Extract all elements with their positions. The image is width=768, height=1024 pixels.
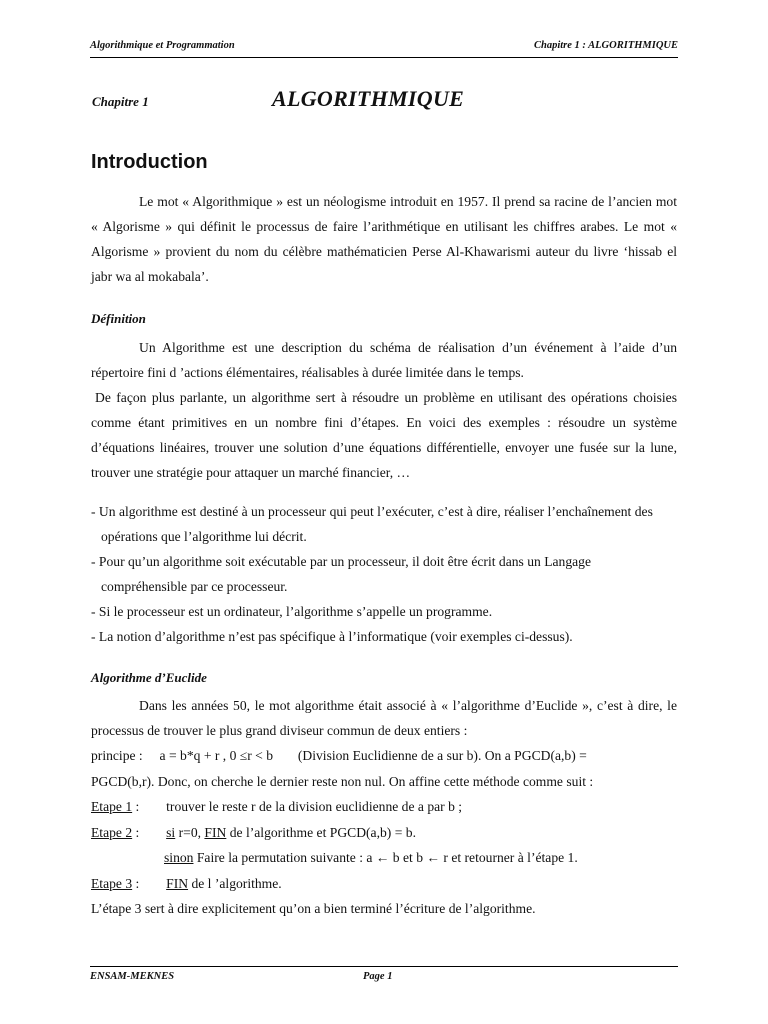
etape-3 [91, 871, 677, 897]
chapter-title: ALGORITHMIQUE [272, 86, 465, 111]
introduction-paragraph: Le mot « Algorithmique » est un néologisme introduit en 1957. Il prend sa racine de l’ancien mot « Algorisme » qui définit le processus de faire l’arithmétique en utilisant les chiffres arabes. Le mot « Algorisme » provient du nom du célèbre mathématicien Perse Al-Khawarismi auteur du livre ‘hissab el jabr wa al mokabala’. [91, 194, 677, 284]
list-item: - Un algorithme est destiné à un processeur qui peut l’exécuter, c’est à dire, réaliser l’enchaînement des opérations que l’algorithme lui décrit. [91, 504, 653, 544]
etape-2 [91, 820, 677, 846]
etape-2-rest: de l’algorithme et PGCD(a,b) = b. [229, 824, 416, 840]
definition-section [91, 309, 677, 649]
etape-3-fin: FIN [166, 875, 189, 891]
sinon-text: Faire la permutation suivante : a ← b et b ← r et retourner à l’étape 1. [196, 850, 578, 865]
page-number: Page 1 [363, 971, 393, 982]
sinon-label: sinon [164, 850, 194, 865]
introduction-heading: Introduction [91, 151, 208, 173]
euclide-conclusion: L’étape 3 sert à dire explicitement qu’on a bien terminé l’écriture de l’algorithme. [91, 901, 536, 916]
header-right-text: Chapitre 1 : ALGORITHMIQUE [533, 40, 678, 51]
principe-label: principe : [91, 748, 143, 763]
principe-line-2: PGCD(b,r). Donc, on cherche le dernier reste non nul. On affine cette méthode comme suit : [91, 773, 594, 789]
euclide-paragraph: Dans les années 50, le mot algorithme était associé à « l’algorithme d’Euclide », c’est à dire, le processus de trouver le plus grand diviseur commun de deux entiers : [91, 698, 677, 738]
etape-3-rest: de l ’algorithme. [191, 875, 282, 891]
footer-left-text: ENSAM-MEKNES [90, 971, 175, 982]
header-left-text: Algorithmique et Programmation [90, 40, 235, 51]
etape-1 [91, 794, 677, 820]
etape-3-colon: : [135, 875, 140, 891]
page-header [90, 40, 678, 58]
etape-3-label: Etape 3 [91, 875, 133, 891]
etape-1-label: Etape 1 [91, 799, 133, 814]
etape-2-sinon [91, 845, 677, 871]
etape-2-colon: : [135, 824, 140, 840]
definition-paragraph-2: De façon plus parlante, un algorithme sert à résoudre un problème en utilisant des opérations choisies comme étant primitives en un nombre fini d’étapes. En voici des exemples : résoudre un système d’équations linéaires, trouver une solution d’une équations différentielle, envoyer une fusée sur la lune, trouver une stratégie pour attaquer un marché financier, … [91, 390, 677, 480]
definition-bullet-list [91, 499, 677, 649]
etape-1-text: trouver le reste r de la division euclidienne de a par b ; [166, 799, 463, 814]
etape-2-si: si [166, 824, 176, 840]
etape-2-cond: r=0, [178, 824, 202, 840]
euclide-heading: Algorithme d’Euclide [91, 670, 207, 685]
chapter-heading [92, 86, 678, 118]
etape-1-colon: : [135, 799, 140, 814]
list-item: - La notion d’algorithme n’est pas spécifique à l’informatique (voir exemples ci-dessus). [91, 629, 573, 644]
principe-line [91, 743, 677, 769]
principe-rest: (Division Euclidienne de a sur b). On a PGCD(a,b) = [297, 748, 587, 763]
chapter-label: Chapitre 1 [92, 94, 149, 109]
etape-2-label: Etape 2 [91, 824, 133, 840]
page-footer [90, 966, 678, 987]
etape-2-fin: FIN [204, 824, 227, 840]
euclide-section [91, 668, 677, 922]
introduction-section [91, 189, 677, 289]
definition-heading: Définition [91, 311, 146, 326]
list-item: - Si le processeur est un ordinateur, l’algorithme s’appelle un programme. [91, 604, 493, 619]
definition-paragraph-1: Un Algorithme est une description du schéma de réalisation d’un événement à l’aide d’un répertoire fini d ’actions élémentaires, réalisables à durée limitée dans le temps. [91, 340, 677, 380]
principe-formula: a = b*q + r , 0 ≤r < b [159, 748, 274, 763]
list-item: - Pour qu’un algorithme soit exécutable par un processeur, il doit être écrit dans un Langage compréhensible par ce processeur. [91, 554, 591, 594]
